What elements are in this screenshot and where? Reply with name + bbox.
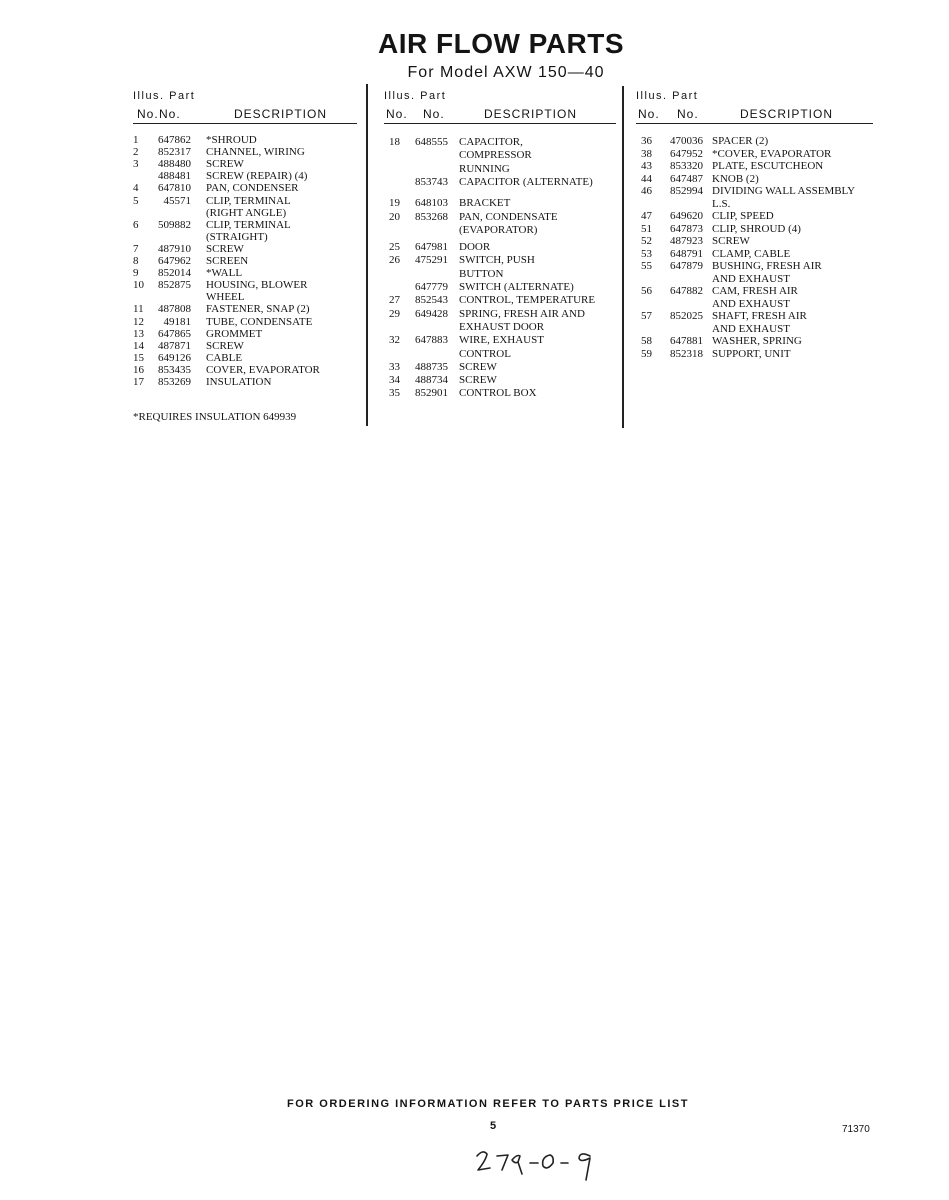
part-row: [384, 255, 619, 267]
illus-number: 46: [641, 185, 652, 197]
illus-number: 27: [389, 294, 400, 307]
handwritten-annotation: [474, 1144, 614, 1184]
part-description: CLAMP, CABLE: [712, 247, 791, 260]
header-description: DESCRIPTION: [740, 107, 834, 121]
part-row: [636, 274, 871, 286]
part-description: *COVER, EVAPORATOR: [712, 147, 832, 160]
part-row: [636, 136, 871, 148]
part-row: [636, 324, 871, 336]
part-number: 647862: [158, 134, 191, 146]
part-row: [636, 336, 871, 348]
page-number: 5: [490, 1120, 497, 1132]
part-row: [636, 286, 871, 298]
illus-number: 44: [641, 172, 652, 185]
part-description: PAN, CONDENSATE: [459, 210, 558, 223]
insulation-note: *REQUIRES INSULATION 649939: [133, 411, 297, 423]
part-description: *SHROUD: [206, 134, 257, 146]
part-number: 488481: [158, 170, 191, 183]
part-row: [133, 280, 368, 292]
part-row: [133, 304, 368, 316]
part-number: 647883: [415, 334, 448, 347]
part-number: 647865: [158, 327, 191, 340]
part-number: 647882: [670, 285, 703, 297]
illus-number: 57: [641, 310, 652, 322]
part-description: TUBE, CONDENSATE: [206, 315, 313, 328]
part-description: (STRAIGHT): [206, 230, 268, 243]
header-no: No.: [137, 107, 159, 121]
part-description: AND EXHAUST: [712, 322, 790, 335]
part-description: DOOR: [459, 241, 491, 254]
part-description: SWITCH, PUSH: [459, 254, 535, 267]
part-description: CLIP, SPEED: [712, 210, 774, 222]
part-description: EXHAUST DOOR: [459, 320, 545, 333]
part-row: [133, 208, 368, 220]
part-number: 488735: [415, 360, 448, 373]
part-row: [636, 299, 871, 311]
header-description: DESCRIPTION: [234, 107, 328, 121]
part-description: DIVIDING WALL ASSEMBLY: [712, 185, 856, 197]
part-description: SPRING, FRESH AIR AND: [459, 307, 585, 320]
part-row: [384, 198, 619, 210]
illus-number: 13: [133, 327, 144, 340]
header-no: No.: [677, 107, 699, 121]
part-row: [133, 317, 368, 329]
illus-number: 18: [389, 136, 400, 148]
part-row: [384, 164, 619, 176]
part-number: 647873: [670, 222, 703, 235]
illus-number: 35: [389, 387, 400, 400]
part-row: [384, 282, 619, 294]
part-description: RUNNING: [459, 162, 510, 175]
illus-number: 2: [133, 146, 139, 159]
part-row: [636, 174, 871, 186]
illus-number: 3: [133, 158, 139, 171]
part-row: [384, 388, 619, 400]
part-number: 649428: [415, 307, 448, 320]
illus-number: 43: [641, 160, 652, 172]
part-number: 852318: [670, 347, 703, 360]
illus-number: 16: [133, 363, 144, 376]
part-number: 648791: [670, 247, 703, 260]
illus-number: 8: [133, 255, 139, 267]
part-description: (EVAPORATOR): [459, 223, 538, 236]
part-description: CLIP, TERMINAL: [206, 194, 291, 207]
illus-number: 14: [133, 339, 144, 352]
part-number: 488734: [415, 374, 448, 387]
part-row: [636, 211, 871, 223]
part-row: [636, 149, 871, 161]
part-number: 852025: [670, 310, 703, 322]
illus-number: 36: [641, 135, 652, 147]
illus-number: 51: [641, 222, 652, 235]
header-description: DESCRIPTION: [484, 107, 578, 121]
part-number: 488480: [158, 158, 191, 171]
part-description: PAN, CONDENSER: [206, 182, 299, 195]
illus-number: 17: [133, 376, 144, 388]
part-row: [384, 362, 619, 374]
part-number: 852901: [415, 387, 448, 400]
part-number: 853268: [415, 210, 448, 223]
part-row: [636, 249, 871, 261]
part-number: 470036: [670, 135, 703, 147]
illus-number: 29: [389, 307, 400, 320]
part-number: 647981: [415, 241, 448, 254]
illus-number: 52: [641, 235, 652, 247]
part-description: CONTROL, TEMPERATURE: [459, 294, 596, 307]
illus-number: 47: [641, 210, 652, 222]
part-number: 45571: [163, 194, 191, 207]
part-number: 648555: [415, 136, 448, 148]
illus-number: 33: [389, 360, 400, 373]
illus-number: 10: [133, 279, 144, 292]
illus-number: 1: [133, 134, 139, 146]
illus-number: 56: [641, 285, 652, 297]
illus-number: 4: [133, 182, 139, 195]
header-illus-part: Illus. Part: [133, 90, 196, 102]
illus-number: 32: [389, 334, 400, 347]
part-description: INSULATION: [206, 376, 272, 388]
part-description: SCREW: [712, 235, 750, 247]
part-row: [384, 242, 619, 254]
part-number: 509882: [158, 218, 191, 231]
part-description: SHAFT, FRESH AIR: [712, 310, 807, 322]
part-description: KNOB (2): [712, 172, 759, 185]
part-row: [636, 186, 871, 198]
part-row: [133, 183, 368, 195]
illus-number: 59: [641, 347, 652, 360]
part-row: [636, 161, 871, 173]
part-description: COVER, EVAPORATOR: [206, 363, 320, 376]
part-description: SUPPORT, UNIT: [712, 347, 791, 360]
part-description: CLIP, TERMINAL: [206, 218, 291, 231]
part-description: CONTROL BOX: [459, 387, 537, 400]
part-number: 475291: [415, 254, 448, 267]
part-row: [636, 199, 871, 211]
part-description: SCREW: [206, 158, 244, 171]
illus-number: 11: [133, 303, 144, 316]
part-description: SWITCH (ALTERNATE): [459, 281, 574, 293]
illus-number: 6: [133, 218, 139, 231]
model-subtitle: For Model AXW 150—40: [407, 64, 605, 81]
illus-number: 34: [389, 374, 400, 387]
part-row: [384, 335, 619, 347]
header-illus-part: Illus. Part: [384, 90, 447, 102]
part-description: SCREW: [459, 360, 497, 373]
header-no: No.: [386, 107, 408, 121]
illus-number: 7: [133, 242, 139, 255]
part-row: [384, 375, 619, 387]
part-description: AND EXHAUST: [712, 272, 790, 285]
illus-number: 12: [133, 315, 144, 328]
part-number: 647962: [158, 255, 191, 267]
ordering-info: FOR ORDERING INFORMATION REFER TO PARTS PRICE LIST: [287, 1098, 689, 1110]
part-row: [133, 341, 368, 353]
part-description: FASTENER, SNAP (2): [206, 303, 310, 316]
part-row: [636, 224, 871, 236]
illus-number: 9: [133, 267, 139, 280]
illus-number: 25: [389, 241, 400, 254]
part-number: 49181: [163, 315, 191, 328]
part-description: CABLE: [206, 351, 243, 364]
part-row: [384, 137, 619, 149]
part-number: 852994: [670, 185, 703, 197]
page-title: AIR FLOW PARTS: [377, 28, 624, 59]
part-number: 852317: [158, 146, 191, 159]
part-description: SPACER (2): [712, 135, 769, 147]
part-description: CONTROL: [459, 347, 511, 360]
part-description: CAM, FRESH AIR: [712, 285, 798, 297]
part-row: [133, 377, 368, 389]
part-description: *WALL: [206, 267, 243, 280]
part-number: 487808: [158, 303, 191, 316]
part-row: [384, 349, 619, 361]
part-number: 852014: [158, 267, 191, 280]
part-description: SCREW (REPAIR) (4): [206, 170, 308, 183]
part-row: [384, 225, 619, 237]
part-row: [636, 236, 871, 248]
header-illus-part: Illus. Part: [636, 90, 699, 102]
illus-number: 55: [641, 260, 652, 272]
part-number: 487871: [158, 339, 191, 352]
illus-number: 19: [389, 197, 400, 210]
part-description: CLIP, SHROUD (4): [712, 222, 801, 235]
part-number: 647810: [158, 182, 191, 195]
part-number: 853320: [670, 160, 703, 172]
illus-number: 53: [641, 247, 652, 260]
header-no: No.: [159, 107, 181, 121]
part-row: [384, 309, 619, 321]
part-description: COMPRESSOR: [459, 149, 532, 162]
illus-number: 58: [641, 335, 652, 347]
illus-number: 5: [133, 194, 139, 207]
part-description: CAPACITOR,: [459, 136, 523, 148]
illus-number: 38: [641, 147, 652, 160]
part-row: [133, 329, 368, 341]
part-description: BRACKET: [459, 197, 511, 210]
part-number: 853743: [415, 175, 448, 188]
header-no: No.: [423, 107, 445, 121]
part-description: PLATE, ESCUTCHEON: [712, 160, 824, 172]
part-description: SCREW: [206, 339, 244, 352]
part-number: 487923: [670, 235, 703, 247]
header-rule: [636, 123, 873, 124]
part-number: 853435: [158, 363, 191, 376]
part-row: [384, 295, 619, 307]
header-rule: [384, 123, 616, 124]
part-row: [636, 349, 871, 361]
part-number: 649620: [670, 210, 703, 222]
part-description: HOUSING, BLOWER: [206, 279, 308, 292]
part-row: [384, 150, 619, 162]
part-description: GROMMET: [206, 327, 263, 340]
part-row: [636, 261, 871, 273]
illus-number: 26: [389, 254, 400, 267]
part-number: 853269: [158, 376, 191, 388]
part-number: 852543: [415, 294, 448, 307]
part-number: 647779: [415, 281, 448, 293]
part-row: [384, 212, 619, 224]
part-description: SCREW: [206, 242, 244, 255]
illus-number: 15: [133, 351, 144, 364]
part-number: 647881: [670, 335, 703, 347]
part-description: WHEEL: [206, 291, 245, 304]
illus-number: 20: [389, 210, 400, 223]
part-number: 647487: [670, 172, 703, 185]
part-number: 647879: [670, 260, 703, 272]
part-description: SCREEN: [206, 255, 249, 267]
part-description: AND EXHAUST: [712, 297, 790, 310]
column-divider: [622, 86, 624, 428]
part-row: [384, 322, 619, 334]
document-number: 71370: [842, 1124, 870, 1135]
part-description: SCREW: [459, 374, 497, 387]
part-description: (RIGHT ANGLE): [206, 206, 287, 219]
header-rule: [133, 123, 357, 124]
part-number: 648103: [415, 197, 448, 210]
part-description: BUTTON: [459, 267, 504, 280]
part-description: WASHER, SPRING: [712, 335, 802, 347]
part-number: 649126: [158, 351, 191, 364]
part-description: L.S.: [712, 197, 731, 210]
column-divider: [366, 84, 368, 426]
part-row: [384, 269, 619, 281]
part-number: 852875: [158, 279, 191, 292]
part-row: [133, 220, 368, 232]
part-row: [133, 196, 368, 208]
part-description: CAPACITOR (ALTERNATE): [459, 175, 593, 188]
part-description: WIRE, EXHAUST: [459, 334, 544, 347]
part-description: BUSHING, FRESH AIR: [712, 260, 822, 272]
header-no: No.: [638, 107, 660, 121]
part-row: [133, 353, 368, 365]
part-row: [636, 311, 871, 323]
part-row: [133, 232, 368, 244]
part-row: [384, 177, 619, 189]
part-description: CHANNEL, WIRING: [206, 146, 305, 159]
part-number: 487910: [158, 242, 191, 255]
part-number: 647952: [670, 147, 703, 160]
